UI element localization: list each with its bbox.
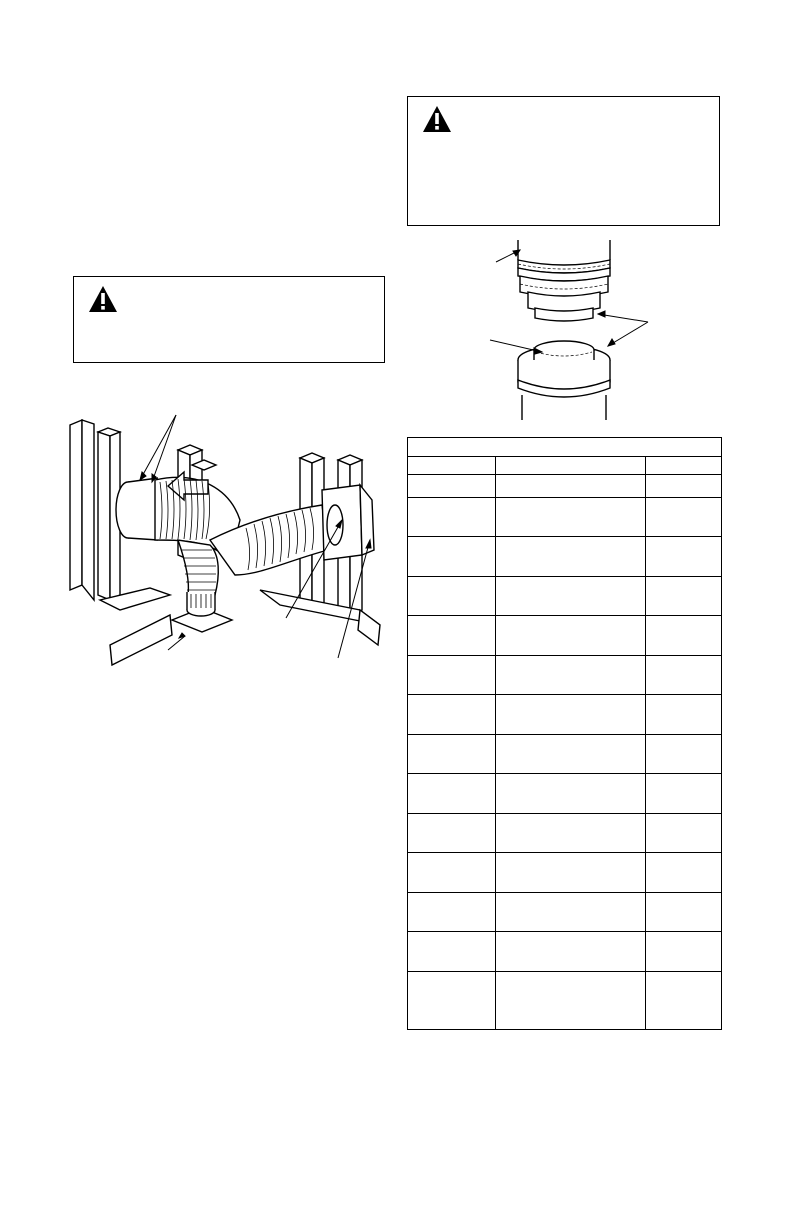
warning-triangle-icon — [88, 285, 118, 313]
pipe-collar-figure — [480, 240, 680, 420]
table-row — [408, 656, 722, 695]
table-row — [408, 498, 722, 537]
table-row — [408, 932, 722, 972]
table-row — [408, 853, 722, 893]
duct-installation-figure — [60, 410, 390, 660]
specification-table — [407, 437, 722, 1030]
table-row — [408, 972, 722, 1030]
warning-triangle-icon — [422, 105, 452, 133]
warning-box-right — [407, 96, 720, 226]
table-row — [408, 774, 722, 814]
table-row — [408, 577, 722, 616]
table-header-row — [408, 457, 722, 475]
table-row — [408, 735, 722, 774]
table-title-row — [408, 438, 722, 457]
warning-box-left — [73, 276, 385, 363]
table-row — [408, 814, 722, 853]
table-row — [408, 893, 722, 932]
table-row — [408, 537, 722, 577]
table-row — [408, 695, 722, 735]
table-row — [408, 616, 722, 656]
table-row — [408, 475, 722, 498]
